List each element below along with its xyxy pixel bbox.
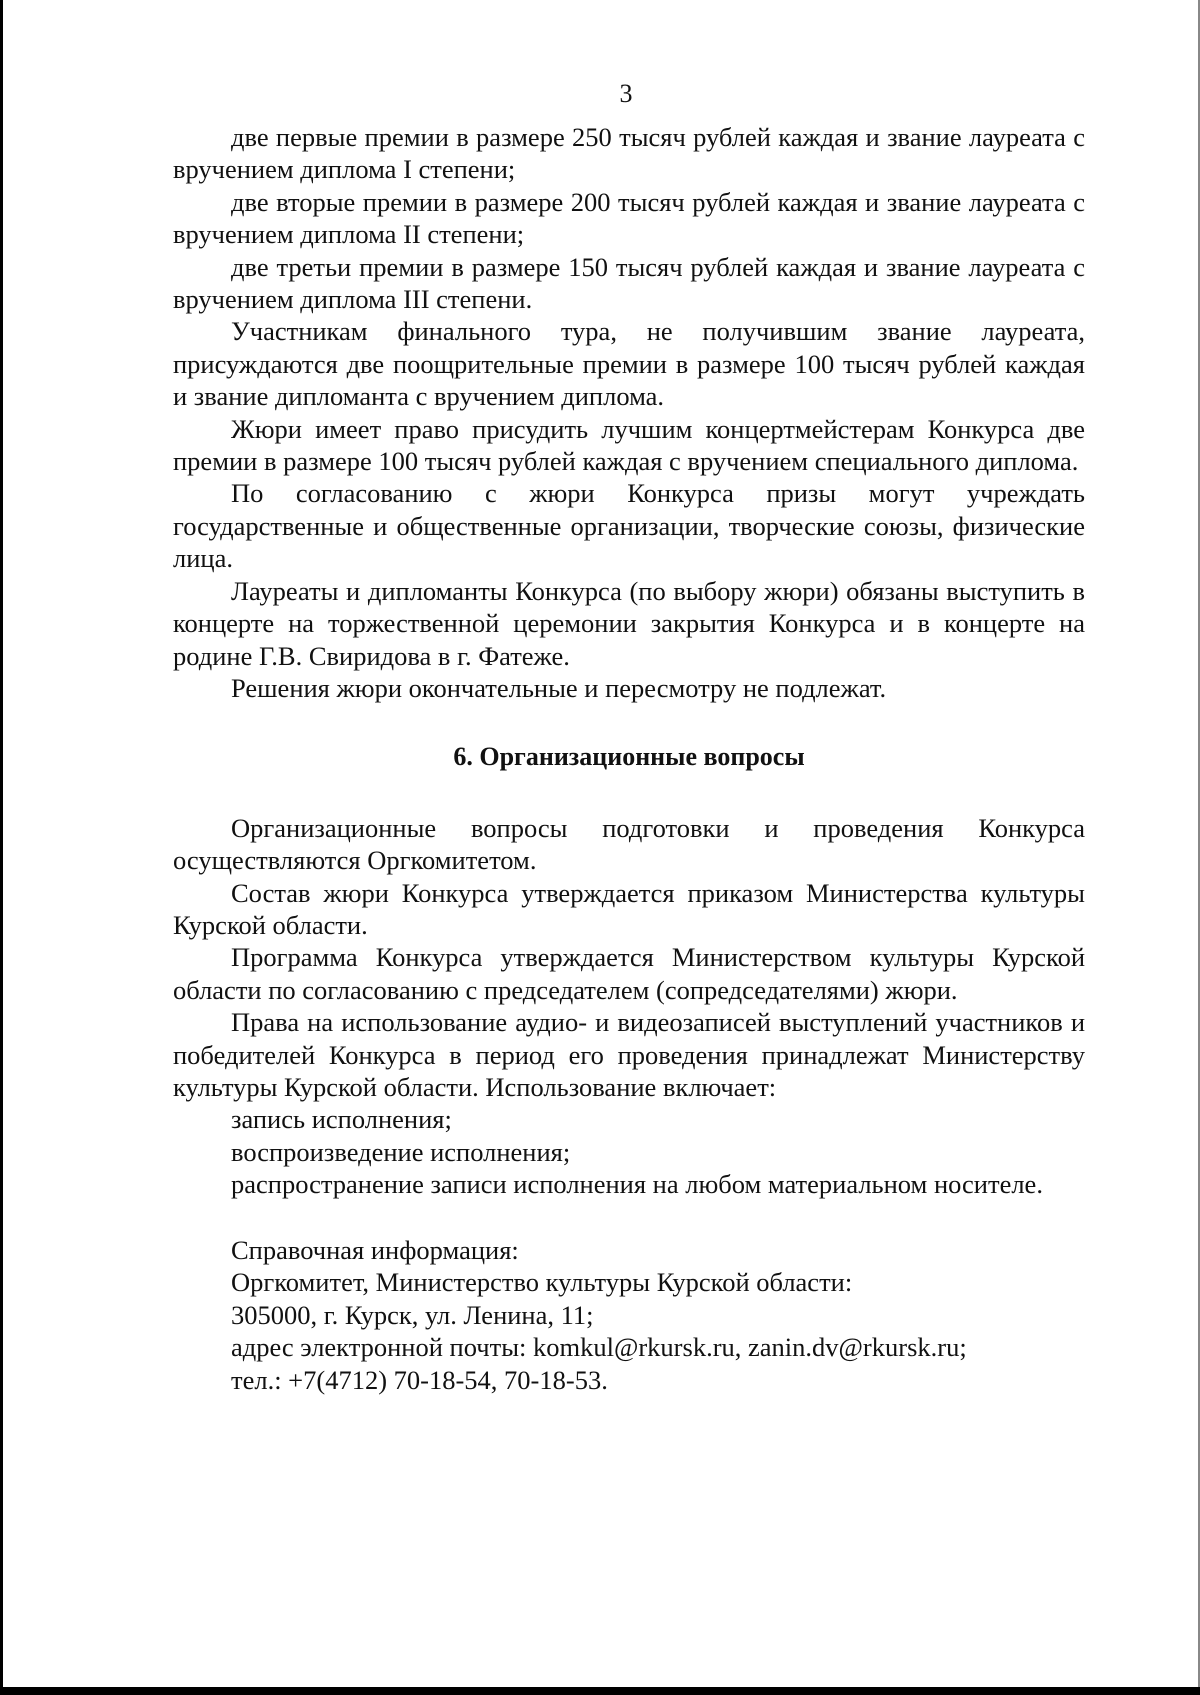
contact-organization: Оргкомитет, Министерство культуры Курской области: xyxy=(231,1267,853,1298)
paragraph-second-prize: две вторые премии в размере 200 тысяч рублей каждая и звание лауреата с вручением диплома II степени; xyxy=(173,186,1085,250)
paragraph-encouragement-prizes: Участникам финального тура, не получившим звание лауреата, присуждаются две поощрительные премии в размере 100 тысяч рублей каждая и звание дипломанта с вручением диплома. xyxy=(173,316,1085,412)
document-body xyxy=(173,121,1085,1397)
paragraph-other-prizes: По согласованию с жюри Конкурса призы могут учреждать государственные и общественные организации, творческие союзы, физические лица. xyxy=(173,478,1085,574)
list-item-distribution: распространение записи исполнения на любом материальном носителе. xyxy=(231,1169,1043,1200)
list-item-recording: запись исполнения; xyxy=(231,1104,452,1135)
paragraph-organization: Организационные вопросы подготовки и проведения Конкурса осуществляются Оргкомитетом. xyxy=(173,812,1085,876)
section-heading: 6. Организационные вопросы xyxy=(453,742,805,772)
contact-email: адрес электронной почты: komkul@rkursk.ru, zanin.dv@rkursk.ru; xyxy=(231,1332,967,1363)
list-item-reproduction: воспроизведение исполнения; xyxy=(231,1136,571,1167)
paragraph-program: Программа Конкурса утверждается Министерством культуры Курской области по согласованию с председателем (сопредседателями) жюри. xyxy=(173,942,1085,1005)
paragraph-third-prize: две третьи премии в размере 150 тысяч рублей каждая и звание лауреата с вручением диплома III степени. xyxy=(173,251,1085,315)
paragraph-jury-composition: Состав жюри Конкурса утверждается приказом Министерства культуры Курской области. xyxy=(173,877,1085,940)
page-bottom-edge xyxy=(0,1687,1200,1695)
contact-block xyxy=(173,1234,1085,1397)
page-left-edge xyxy=(0,0,3,1695)
contact-phone: тел.: +7(4712) 70-18-54, 70-18-53. xyxy=(231,1364,608,1395)
paragraph-accompanist-prizes: Жюри имеет право присудить лучшим концертмейстерам Конкурса две премии в размере 100 тысяч рублей каждая с вручением специального диплома. xyxy=(173,413,1085,477)
paragraph-jury-decisions: Решения жюри окончательные и пересмотру не подлежат. xyxy=(231,672,887,703)
page-number: 3 xyxy=(619,79,633,108)
contact-label: Справочная информация: xyxy=(231,1234,519,1265)
contact-address: 305000, г. Курск, ул. Ленина, 11; xyxy=(231,1299,594,1330)
paragraph-first-prize: две первые премии в размере 250 тысяч рублей каждая и звание лауреата с вручением диплома I степени; xyxy=(173,122,1085,185)
paragraph-rights: Права на использование аудио- и видеозаписей выступлений участников и победителей Конкурса в период его проведения принадлежат Министерству культуры Курской области. Использование включает: xyxy=(173,1007,1085,1102)
paragraph-laureate-concerts: Лауреаты и дипломанты Конкурса (по выбору жюри) обязаны выступить в концерте на торжественной церемонии закрытия Конкурса и в концерте на родине Г.В. Свиридова в г. Фатеже. xyxy=(173,575,1085,671)
